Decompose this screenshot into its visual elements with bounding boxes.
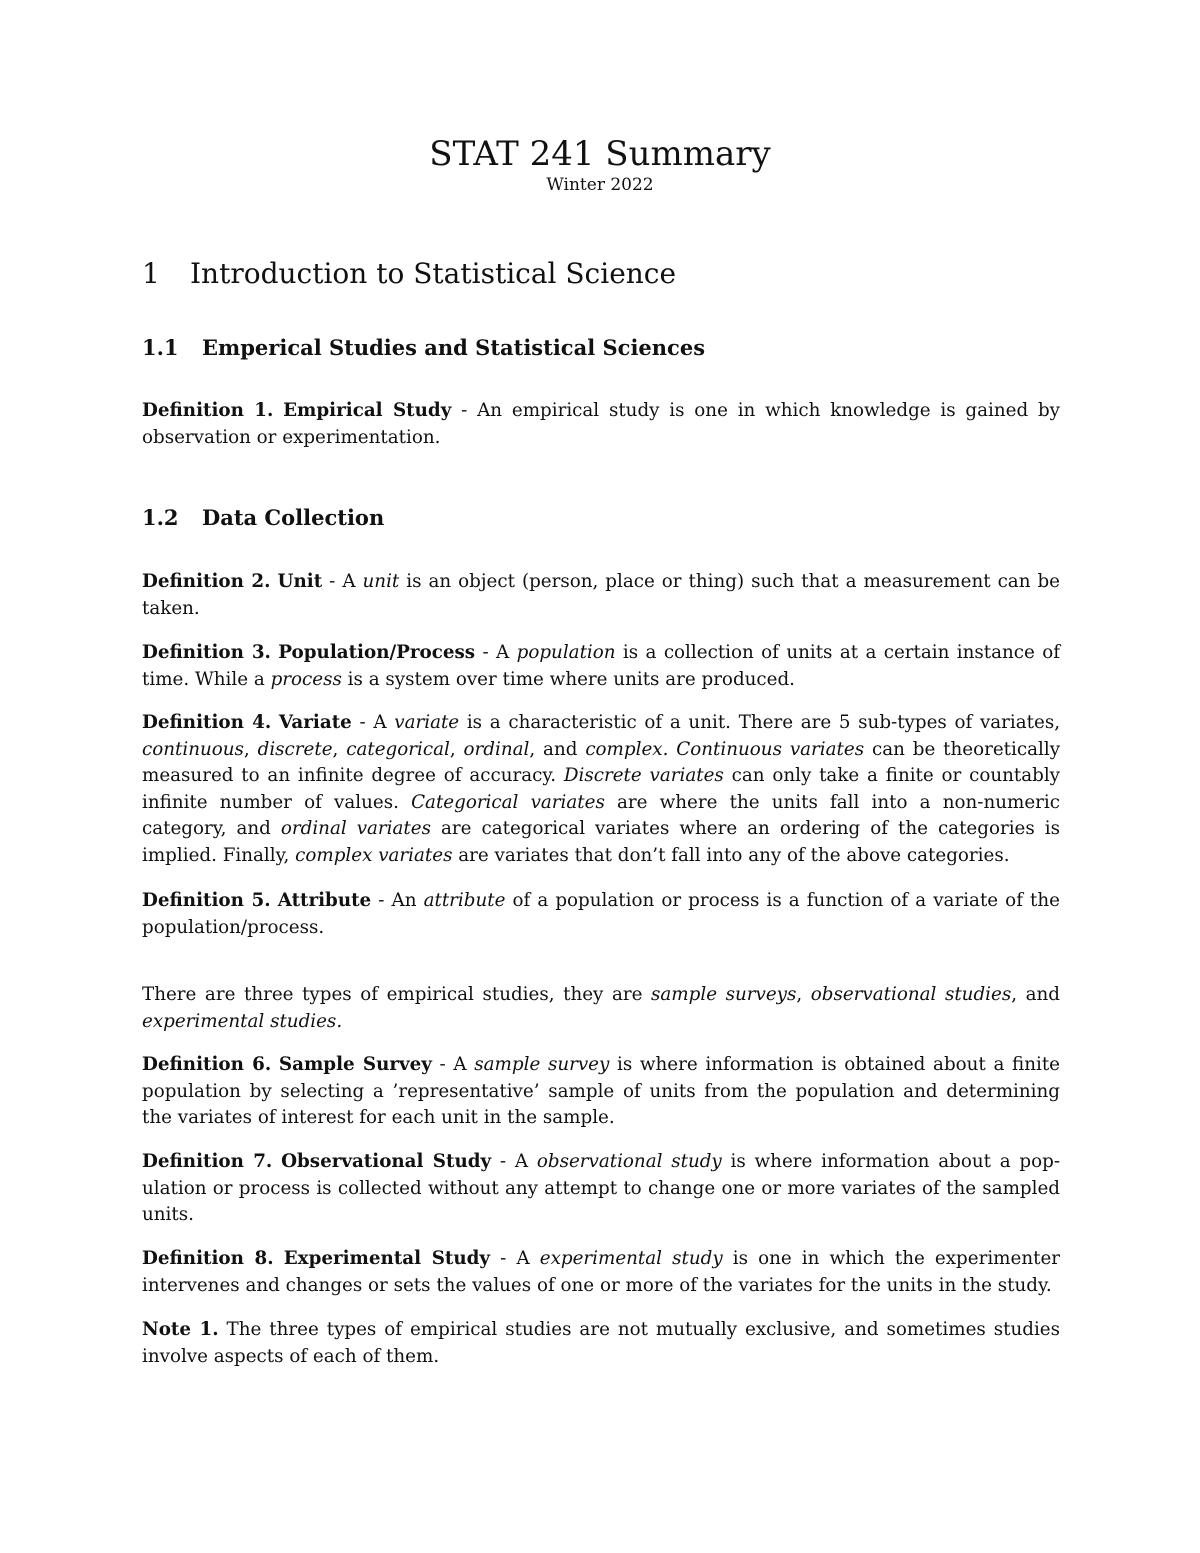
- definition-text: are categorical variates where an ordering of the categories is implied. Finally,: [142, 818, 1060, 866]
- definition-text: ,: [449, 738, 464, 760]
- definition-emphasis: discrete: [257, 738, 333, 760]
- note-label: Note 1.: [142, 1319, 219, 1340]
- definition-emphasis: experimental study: [539, 1248, 723, 1269]
- definition-term: Population/Process: [278, 642, 476, 663]
- definition-term: Attribute: [277, 890, 372, 911]
- definition-emphasis: complex.: [585, 738, 669, 760]
- definition-4: [142, 710, 1060, 870]
- paragraph-text: , and: [1011, 984, 1060, 1005]
- definition-term: Experimental Study: [283, 1248, 491, 1269]
- subsection-heading: [142, 333, 705, 363]
- definition-emphasis: variate: [394, 712, 460, 733]
- paragraph-emphasis: sample surveys: [651, 984, 797, 1005]
- definition-3: [142, 640, 1060, 693]
- definition-2: [142, 569, 1060, 622]
- definition-text: A: [373, 712, 395, 733]
- definition-separator: -: [475, 642, 497, 663]
- definition-text: A: [516, 1248, 540, 1269]
- definition-label: Definition 7.: [142, 1151, 273, 1172]
- definition-text: An empirical study is one in which knowledge is gained by observation or experimentation.: [142, 400, 1060, 448]
- definition-emphasis: sample survey: [474, 1054, 610, 1075]
- document-title: STAT 241 Summary: [429, 134, 771, 174]
- definition-text: is where information about a population or process is collected without any attempt to change one or more variates of the sampled units.: [142, 1151, 1060, 1226]
- definition-emphasis: categorical: [346, 738, 450, 760]
- subsection-title: Data Collection: [202, 505, 385, 530]
- definition-separator: -: [451, 400, 478, 421]
- definition-text: A: [342, 571, 363, 592]
- definition-term: Unit: [277, 571, 323, 592]
- definition-emphasis: population: [516, 642, 616, 663]
- section-title: Introduction to Statistical Science: [190, 257, 677, 290]
- definition-text: A: [453, 1054, 475, 1075]
- definition-text: can only take a finite or countably infinite number of values.: [142, 765, 1060, 813]
- definition-text: A: [496, 642, 517, 663]
- definition-text: is a system over time where units are produced.: [341, 668, 795, 690]
- definition-1: [142, 398, 1060, 451]
- definition-term: Sample Survey: [278, 1054, 432, 1075]
- definition-emphasis: attribute: [423, 890, 506, 911]
- definition-emphasis: unit: [362, 571, 400, 592]
- definition-term: Empirical Study: [283, 400, 452, 421]
- subsection-number: 1.2: [142, 505, 179, 530]
- definition-label: Definition 6.: [142, 1054, 272, 1075]
- subsection-heading: [142, 503, 384, 533]
- definition-emphasis: complex variates: [295, 844, 453, 866]
- definition-5: [142, 888, 1060, 941]
- definition-separator: -: [431, 1054, 454, 1075]
- definition-term: Observational Study: [281, 1151, 492, 1172]
- definition-separator: -: [491, 1151, 515, 1172]
- note-text: The three types of empirical studies are not mutually exclusive, and sometimes studies involve aspects of each of them.: [142, 1319, 1060, 1367]
- definition-text: , and: [529, 738, 586, 760]
- definition-text: A: [514, 1151, 537, 1172]
- definition-emphasis: Categorical variates: [411, 791, 605, 813]
- intro-paragraph: [142, 982, 1060, 1035]
- definition-label: Definition 8.: [142, 1248, 274, 1269]
- document-subtitle: Winter 2022: [546, 175, 654, 195]
- definition-label: Definition 2.: [142, 571, 271, 592]
- paragraph-text: There are three types of empirical studies, they are: [142, 984, 652, 1005]
- definition-text: are variates that don’t fall into any of the above categories.: [452, 844, 1010, 866]
- definition-emphasis: observational study: [536, 1151, 722, 1172]
- definition-separator: -: [490, 1248, 517, 1269]
- subsection-title: Emperical Studies and Statistical Sciences: [202, 335, 706, 360]
- paragraph-emphasis: experimental studies.: [142, 1010, 343, 1032]
- definition-text: is an object (person, place or thing) such that a measurement can be taken.: [142, 571, 1060, 619]
- definition-7: [142, 1149, 1060, 1229]
- definition-emphasis: process: [270, 668, 342, 690]
- definition-text: can be theoretically measured to an infinite degree of accuracy.: [142, 738, 1061, 787]
- definition-text: ,: [332, 738, 347, 760]
- definition-separator: -: [351, 712, 374, 733]
- definition-emphasis: continuous: [142, 738, 244, 760]
- note-1: [142, 1317, 1060, 1370]
- definition-text: are where the units fall into a non-numeric category, and: [142, 791, 1060, 840]
- definition-label: Definition 3.: [142, 642, 271, 663]
- definition-separator: -: [371, 890, 392, 911]
- definition-separator: -: [322, 571, 343, 592]
- definition-label: Definition 5.: [142, 890, 271, 911]
- paragraph-text: ,: [796, 984, 811, 1005]
- definition-text: is one in which the experimenter intervenes and changes or sets the values of one or more of the variates for the units in the study.: [142, 1248, 1060, 1296]
- definition-emphasis: ordinal: [463, 738, 530, 760]
- definition-text: is a characteristic of a unit. There are 5 sub-types of variates,: [459, 712, 1061, 733]
- section-heading: [142, 256, 676, 292]
- definition-label: Definition 4.: [142, 712, 272, 733]
- definition-6: [142, 1052, 1060, 1132]
- definition-8: [142, 1246, 1060, 1299]
- definition-text: is a collection of units at a certain instance of time. While a: [142, 642, 1061, 690]
- definition-term: Variate: [278, 712, 352, 733]
- definition-text: is where information is obtained about a finite population by selecting a ’representative’ sample of units from the population and determining the variates of interest for each unit in the sample.: [142, 1054, 1060, 1129]
- definition-emphasis: Continuous variates: [676, 738, 865, 760]
- definition-text: ,: [243, 738, 258, 760]
- definition-label: Definition 1.: [142, 400, 274, 421]
- definition-text: of a population or process is a function of a variate of the population/process.: [142, 890, 1060, 938]
- section-number: 1: [142, 257, 160, 290]
- definition-emphasis: Discrete variates: [563, 765, 724, 787]
- subsection-number: 1.1: [142, 335, 179, 360]
- definition-text: An: [391, 890, 424, 911]
- paragraph-emphasis: observational studies: [810, 984, 1012, 1005]
- definition-emphasis: ordinal variates: [280, 818, 431, 840]
